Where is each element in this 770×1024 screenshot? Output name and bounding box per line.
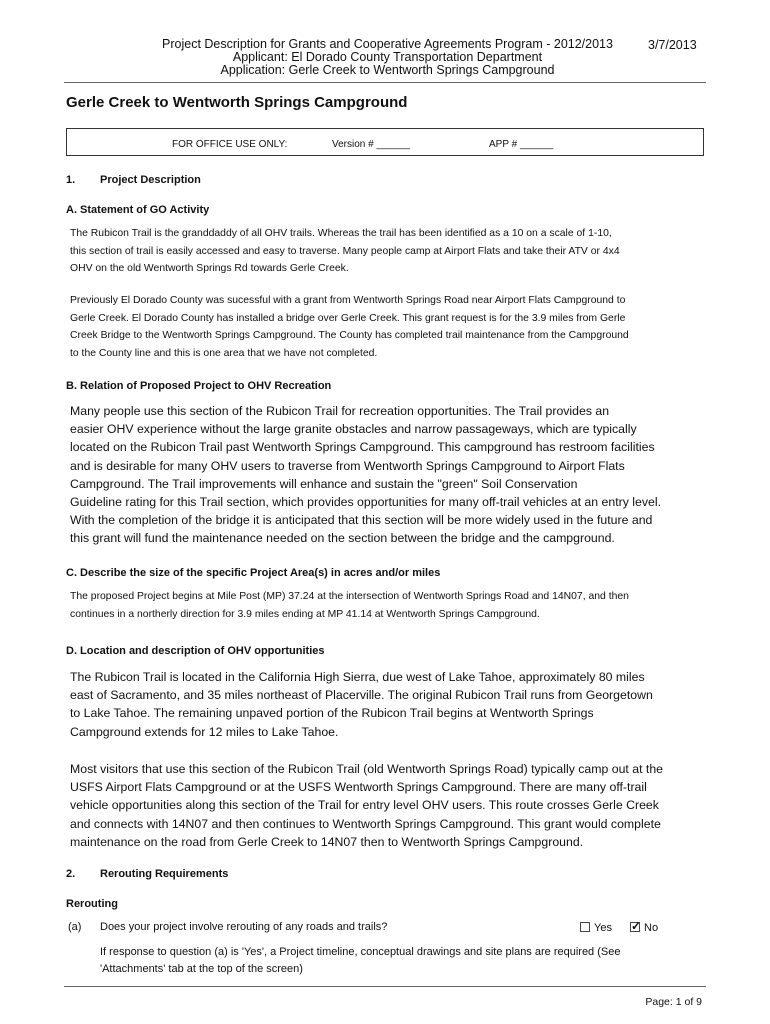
section-a-paragraph-1: The Rubicon Trail is the granddaddy of all OHV trails. Whereas the trail has been identified as a 10 on a scale of 1-10, this section of trail is easily accessed and easy to traverse. Many people camp at Airport Flats and take their ATV or 4x4 OHV on the old Wentworth Springs Rd towards Gerle Creek. [70,228,620,274]
section-a-paragraph-2: Previously El Dorado County was sucessful with a grant from Wentworth Springs Road near Airport Flats Campground to Gerle Creek. El Dorado County has installed a bridge over Gerle Creek. This grant request is for the 3.9 miles from Gerle Creek Bridge to the Wentworth Springs Campground. The County has completed trail maintenance from the Campground to the County line and this is one area that we have not completed. [70,295,629,359]
page-number: Page: 1 of 9 [645,996,702,1008]
page-title: Gerle Creek to Wentworth Springs Campground [66,94,408,111]
section-c-paragraph: The proposed Project begins at Mile Post (MP) 37.24 at the intersection of Wentworth Springs Road and 14N07, and then continues in a northerly direction for 3.9 miles ending at MP 41.14 at Wentworth Springs Campground. [70,591,629,620]
section-b-paragraph: Many people use this section of the Rubicon Trail for recreation opportunities. The Trail provides an easier OHV experience without the large granite obstacles and narrow passageways, which are typically located on the Rubicon Trail past Wentworth Springs Campground. This campground has restroom facilities and is desirable for many OHV users to traverse from Wentworth Springs Campground to Airport Flats Campground. The Trail improvements will enhance and sustain the "green" Soil Conservation Guideline rating for this Trail section, which provides opportunities for many off-trail vehicles at an entry level. With the completion of the bridge it is anticipated that this section will be more widely used in the future and this grant will fund the maintenance needed on the section between the bridge and the campground. [70,404,661,546]
section-2-heading: Rerouting Requirements [100,868,229,880]
section-1-number: 1. [66,174,76,186]
office-use-label: FOR OFFICE USE ONLY: [172,139,288,150]
header-application: Application: Gerle Creek to Wentworth Springs Campground [220,63,555,77]
section-d-paragraph-1: The Rubicon Trail is located in the California High Sierra, due west of Lake Tahoe, approximately 80 miles east of Sacramento, and 35 miles northeast of Placerville. The original Rubicon Trail runs from Georgetown to Lake Tahoe. The remaining unpaved portion of the Rubicon Trail begins at Wentworth Springs Campground extends for 12 miles to Lake Tahoe. [70,670,653,739]
header-program-title: Project Description for Grants and Cooperative Agreements Program - 2012/2013 [162,37,613,51]
no-checkbox[interactable] [630,922,640,932]
section-a-heading: A. Statement of GO Activity [66,204,210,216]
section-1-heading: Project Description [100,174,201,186]
question-a-label: (a) [68,921,82,933]
section-c-heading: C. Describe the size of the specific Project Area(s) in acres and/or miles [66,567,441,579]
yes-label: Yes [594,922,612,934]
office-use-version: Version # ______ [332,139,410,150]
footer-divider [64,986,706,987]
section-b-heading: B. Relation of Proposed Project to OHV Recreation [66,380,332,392]
no-label: No [644,922,659,934]
rerouting-subheading: Rerouting [66,898,118,910]
rerouting-note: If response to question (a) is 'Yes', a Project timeline, conceptual drawings and site plans are required (See 'Attachments' tab at the top of the screen) [100,946,621,975]
section-d-paragraph-2: Most visitors that use this section of the Rubicon Trail (old Wentworth Springs Road) typically camp out at the USFS Airport Flats Campground or at the USFS Wentworth Springs Campground. There are many off-trail vehicle opportunities along this section of the Trail for entry level OHV users. This route crosses Gerle Creek and connects with 14N07 and then continues to Wentworth Springs Campground. This grant would complete maintenance on the road from Gerle Creek to 14N07 then to Wentworth Springs Campground. [70,762,664,849]
office-use-app: APP # ______ [489,139,554,150]
question-a-text: Does your project involve rerouting of any roads and trails? [100,921,388,933]
section-2-number: 2. [66,868,76,880]
no-option[interactable] [630,922,658,934]
section-d-heading: D. Location and description of OHV opportunities [66,645,325,657]
yes-option[interactable] [580,922,612,934]
header-date: 3/7/2013 [648,38,697,52]
yes-checkbox[interactable] [580,922,590,932]
header-divider [64,82,706,83]
header-applicant: Applicant: El Dorado County Transportation Department [232,50,543,64]
